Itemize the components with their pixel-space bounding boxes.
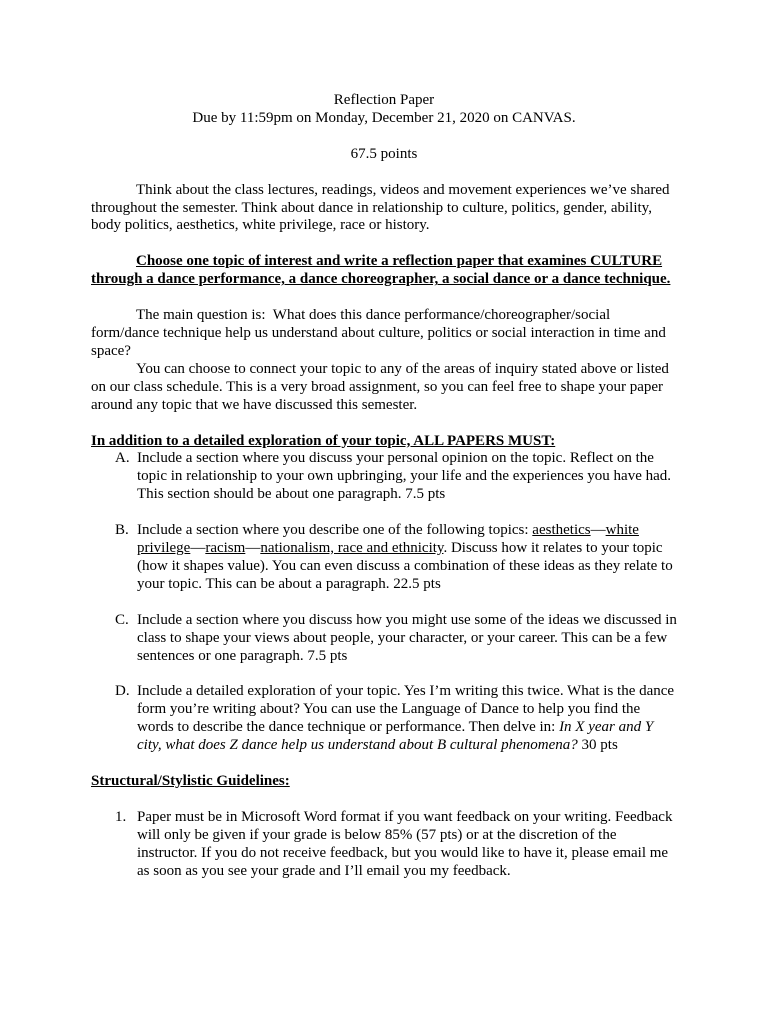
spacer	[91, 128, 677, 146]
spacer	[91, 289, 677, 307]
spacer	[91, 755, 677, 773]
spacer	[91, 791, 677, 809]
spacer	[91, 504, 677, 522]
guidelines-list	[91, 809, 677, 881]
item-line: instructor. If you do not receive feedback, but you would like to have it, please email me	[137, 844, 669, 861]
item-line: Include a section where you discuss how you might use some of the ideas we discussed in	[137, 611, 677, 628]
topic-white-privilege: privilege	[137, 540, 191, 557]
spacer	[91, 666, 677, 684]
paragraph-line: The main question is: What does this dance performance/choreographer/social	[136, 307, 611, 324]
item-line: class to shape your views about people, your character, or your career. This can be a few	[137, 629, 668, 646]
requirement-item-a	[91, 450, 677, 504]
prompt-line	[91, 253, 677, 271]
item-text: . Discuss how it relates to your topic	[443, 540, 663, 557]
topic-racism: racism	[205, 540, 246, 557]
item-line: form you’re writing about? You can use the Language of Dance to help you find the	[137, 701, 641, 718]
item-line: your topic. This can be about a paragraph. 22.5 pts	[137, 575, 441, 592]
paragraph-line: body politics, aesthetics, white privilege, race or history.	[91, 217, 430, 234]
paragraph-line: form/dance technique help us understand about culture, politics or social interaction in time and	[91, 324, 666, 341]
spacer	[91, 415, 677, 433]
requirements-heading	[91, 433, 677, 451]
document-title: Reflection Paper	[333, 92, 435, 108]
requirement-item-b	[91, 522, 677, 594]
prompt-text: through a dance performance, a dance choreographer, a social dance or a dance technique.	[91, 271, 671, 288]
document-page	[91, 92, 677, 881]
item-line	[137, 540, 677, 558]
main-question-paragraph	[91, 307, 677, 361]
item-line: This section should be about one paragraph. 7.5 pts	[137, 486, 446, 503]
item-marker: C.	[115, 611, 129, 628]
spacer	[91, 235, 677, 253]
item-line	[137, 522, 677, 540]
item-line	[137, 737, 677, 755]
paragraph-line: on our class schedule. This is a very broad assignment, so you can feel free to shape your paper	[91, 378, 664, 395]
item-line: Paper must be in Microsoft Word format if you want feedback on your writing. Feedback	[137, 808, 673, 825]
topic-white-privilege: white	[605, 522, 639, 539]
prompt-line	[91, 271, 677, 289]
intro-paragraph	[91, 182, 677, 236]
scope-paragraph	[91, 361, 677, 415]
item-line: Include a section where you discuss your personal opinion on the topic. Reflect on the	[137, 450, 654, 467]
spacer	[91, 164, 677, 182]
item-text: Include a section where you describe one of the following topics:	[137, 522, 533, 539]
topic-aesthetics: aesthetics	[532, 522, 591, 539]
item-line: topic in relationship to your own upbringing, your life and the experiences you have had.	[137, 468, 672, 485]
item-marker: 1.	[115, 808, 127, 825]
assignment-prompt	[91, 253, 677, 289]
guideline-item-1	[91, 809, 677, 881]
paragraph-line: space?	[91, 342, 131, 359]
prompt-text: Choose one topic of interest and write a reflection paper that examines CULTURE	[136, 253, 663, 270]
em-dash: —	[245, 540, 261, 557]
italic-question: In X year and Y	[559, 719, 654, 736]
item-line: will only be given if your grade is below 85% (57 pts) or at the discretion of the	[137, 826, 617, 843]
paragraph-line: throughout the semester. Think about dance in relationship to culture, politics, gender, ability,	[91, 199, 652, 216]
requirements-list	[91, 450, 677, 755]
item-line: as soon as you see your grade and I’ll email you my feedback.	[137, 862, 511, 879]
due-date-line: Due by 11:59pm on Monday, December 21, 2020 on CANVAS.	[192, 109, 576, 126]
item-line: (how it shapes value). You can even discuss a combination of these ideas as they relate to	[137, 557, 673, 574]
requirement-item-c	[91, 612, 677, 666]
em-dash: —	[590, 522, 606, 539]
requirements-heading-text: In addition to a detailed exploration of your topic, ALL PAPERS MUST:	[91, 432, 556, 449]
paragraph-line: Think about the class lectures, readings, videos and movement experiences we’ve shared	[136, 181, 670, 198]
em-dash: —	[190, 540, 206, 557]
item-text: words to describe the dance technique or performance. Then delve in:	[137, 719, 560, 736]
guidelines-heading-text: Structural/Stylistic Guidelines:	[91, 773, 290, 790]
topic-nationalism-race-ethnicity: nationalism, race and ethnicity	[260, 540, 444, 557]
item-marker: B.	[115, 522, 129, 539]
item-marker: A.	[115, 450, 130, 467]
points-total: 67.5 points	[350, 145, 418, 162]
item-marker: D.	[115, 683, 130, 700]
spacer	[91, 594, 677, 612]
item-line	[137, 719, 677, 737]
item-line: sentences or one paragraph. 7.5 pts	[137, 647, 348, 664]
paragraph-line: You can choose to connect your topic to any of the areas of inquiry stated above or listed	[136, 360, 669, 377]
paragraph-line: around any topic that we have discussed this semester.	[91, 396, 418, 413]
requirement-item-d	[91, 683, 677, 755]
item-points: 30 pts	[577, 737, 618, 754]
item-line: Include a detailed exploration of your topic. Yes I’m writing this twice. What is the dance	[137, 683, 675, 700]
italic-question: city, what does Z dance help us understand about B cultural phenomena?	[137, 737, 578, 754]
guidelines-heading	[91, 773, 677, 791]
